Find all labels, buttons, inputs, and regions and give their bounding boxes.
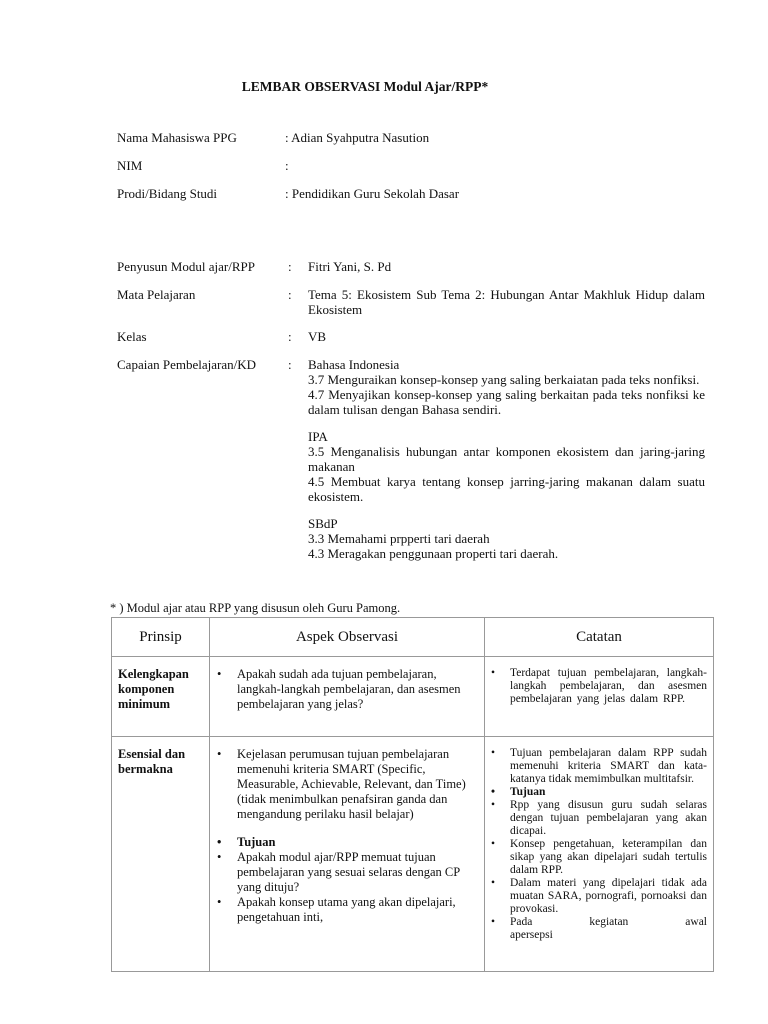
bullet-icon: • bbox=[491, 747, 496, 759]
bullet-icon: • bbox=[217, 747, 222, 761]
catatan-text: Tujuan pembelajaran dalam RPP sudah memenuhi kriteria SMART dan kata-katanya tidak memimbulkan multitafsir. bbox=[510, 747, 707, 785]
nama-label: Nama Mahasiswa PPG bbox=[117, 130, 237, 145]
bullet-icon: • bbox=[217, 895, 222, 909]
penyusun-value: Fitri Yani, S. Pd bbox=[308, 259, 392, 274]
aspek-item bbox=[214, 850, 476, 895]
cp-item: 3.3 Memahami prpperti tari daerah bbox=[308, 531, 490, 546]
catatan-item bbox=[489, 916, 707, 942]
mapel-value bbox=[308, 287, 705, 317]
catatan-text: Tujuan bbox=[510, 786, 546, 798]
catatan-item bbox=[489, 838, 707, 877]
penyusun-colon: : bbox=[288, 259, 292, 274]
cp-item: 4.5 Membuat karya tentang konsep jarring-jaring makanan dalam suatu ekosistem. bbox=[308, 474, 705, 504]
bullet-icon: • bbox=[491, 838, 496, 850]
catatan-item bbox=[489, 799, 707, 838]
mapel-value-text: Tema 5: Ekosistem Sub Tema 2: Hubungan Antar Makhluk Hidup dalam Ekosistem bbox=[308, 287, 705, 317]
catatan-item bbox=[489, 747, 707, 786]
header-aspek: Aspek Observasi bbox=[210, 618, 485, 657]
header-prinsip: Prinsip bbox=[112, 618, 210, 657]
cp-colon: : bbox=[288, 357, 292, 372]
aspek-cell bbox=[210, 657, 485, 737]
table-row bbox=[112, 657, 714, 737]
prinsip-cell: Esensial dan bermakna bbox=[112, 737, 210, 972]
catatan-text: Pada kegiatan awal apersepsi bbox=[510, 916, 707, 941]
cp-item: 4.3 Meragakan penggunaan properti tari daerah. bbox=[308, 546, 559, 561]
cp-label: Capaian Pembelajaran/KD bbox=[117, 357, 256, 372]
nama-value: : Adian Syahputra Nasution bbox=[285, 130, 430, 145]
aspek-text: Apakah modul ajar/RPP memuat tujuan pembelajaran yang sesuai selaras dengan CP yang dituju? bbox=[237, 850, 460, 894]
aspek-item-heading bbox=[214, 835, 476, 850]
aspek-item bbox=[214, 895, 476, 925]
aspek-text: Apakah sudah ada tujuan pembelajaran, langkah-langkah pembelajaran, dan asesmen pembelajaran yang jelas? bbox=[237, 667, 461, 711]
bullet-icon: • bbox=[491, 667, 496, 679]
catatan-text: Konsep pengetahuan, keterampilan dan sikap yang akan dipelajari sudah tertulis dalam RPP. bbox=[510, 838, 707, 876]
catatan-item bbox=[489, 667, 707, 706]
cp-item: 3.5 Menganalisis hubungan antar komponen ekosistem dan jaring-jaring makanan bbox=[308, 444, 705, 474]
prodi-label: Prodi/Bidang Studi bbox=[117, 186, 218, 201]
document-title: LEMBAR OBSERVASI Modul Ajar/RPP* bbox=[241, 79, 489, 94]
catatan-item-heading bbox=[489, 786, 707, 799]
table-row bbox=[112, 737, 714, 972]
bullet-icon: • bbox=[217, 835, 222, 849]
header-catatan: Catatan bbox=[485, 618, 714, 657]
kelas-colon: : bbox=[288, 329, 292, 344]
cp-item: 4.7 Menyajikan konsep-konsep yang saling berkaitan pada teks nonfiksi ke dalam tulisan dengan Bahasa sendiri. bbox=[308, 387, 705, 417]
mapel-label: Mata Pelajaran bbox=[117, 287, 196, 302]
mapel-colon: : bbox=[288, 287, 292, 302]
table-header-row bbox=[112, 618, 714, 657]
bullet-icon: • bbox=[491, 799, 496, 811]
observation-table bbox=[111, 617, 714, 972]
bullet-icon: • bbox=[491, 916, 496, 928]
bullet-icon: • bbox=[491, 786, 496, 798]
penyusun-label: Penyusun Modul ajar/RPP bbox=[117, 259, 255, 274]
bullet-icon: • bbox=[217, 667, 222, 681]
cp-item: 3.7 Menguraikan konsep-konsep yang saling berkaiatan pada teks nonfiksi. bbox=[308, 372, 700, 387]
aspek-cell bbox=[210, 737, 485, 972]
catatan-cell bbox=[485, 737, 714, 972]
catatan-text: Dalam materi yang dipelajari tidak ada muatan SARA, pornografi, pornoaksi dan provokasi. bbox=[510, 877, 707, 915]
catatan-cell bbox=[485, 657, 714, 737]
footnote: * ) Modul ajar atau RPP yang disusun oleh Guru Pamong. bbox=[110, 601, 401, 615]
cp-list bbox=[308, 357, 705, 561]
bullet-icon: • bbox=[217, 850, 222, 864]
kelas-value: VB bbox=[308, 329, 327, 344]
prinsip-cell: Kelengkapan komponen minimum bbox=[112, 657, 210, 737]
nim-label: NIM bbox=[117, 158, 143, 173]
cp-subject-bahasa: Bahasa Indonesia bbox=[308, 357, 400, 372]
prodi-value: : Pendidikan Guru Sekolah Dasar bbox=[285, 186, 460, 201]
catatan-text: Rpp yang disusun guru sudah selaras dengan tujuan pembelajaran yang akan dicapai. bbox=[510, 799, 707, 837]
aspek-item bbox=[214, 747, 476, 822]
kelas-label: Kelas bbox=[117, 329, 147, 344]
catatan-text: Terdapat tujuan pembelajaran, langkah-langkah pembelajaran, dan asesmen pembelajaran yang jelas dalam RPP. bbox=[510, 667, 707, 705]
cp-subject-ipa: IPA bbox=[308, 429, 328, 444]
aspek-text: Kejelasan perumusan tujuan pembelajaran memenuhi kriteria SMART (Specific, Measurable, Achievable, Relevant, dan Time) (tidak menimbulkan penafsiran ganda dan mengandung perilaku hasil belajar) bbox=[237, 747, 466, 821]
aspek-text: Apakah konsep utama yang akan dipelajari, pengetahuan inti, bbox=[237, 895, 456, 924]
catatan-item bbox=[489, 877, 707, 916]
cp-subject-sbdp: SBdP bbox=[308, 516, 338, 531]
nim-value: : bbox=[285, 158, 289, 173]
aspek-item bbox=[214, 667, 476, 712]
bullet-icon: • bbox=[491, 877, 496, 889]
aspek-text: Tujuan bbox=[237, 835, 276, 849]
